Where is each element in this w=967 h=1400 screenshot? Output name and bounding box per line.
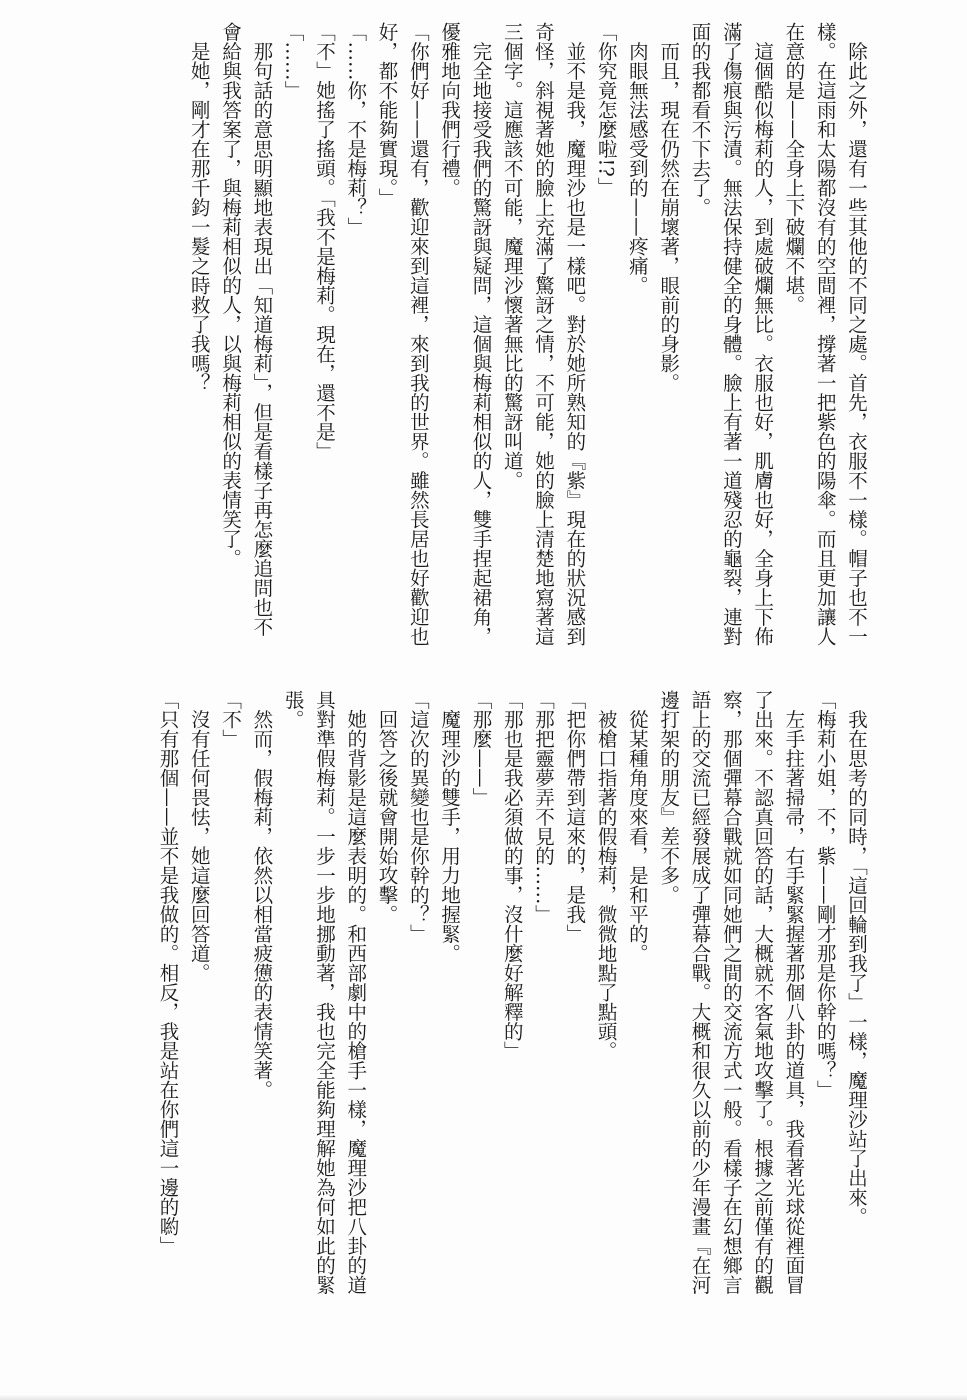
- text-column: 在意的是——全身上下破爛不堪。: [782, 22, 806, 315]
- text-column: 「那把靈夢弄不見的……」: [532, 690, 556, 924]
- text-column: 而且，現在仍然在崩壞著，眼前的身影。: [657, 22, 681, 393]
- text-column: 了出來。不認真回答的話，大概就不客氣地攻擊了。根據之前僅有的觀: [751, 690, 775, 1295]
- text-column: 「這次的異變也是你幹的？」: [406, 690, 430, 944]
- text-column: 肉眼無法感受到的——疼痛。: [625, 22, 649, 295]
- text-column: 三個字。這應該不可能，魔理沙懷著無比的驚訝叫道。: [500, 22, 524, 490]
- text-column: 「……你，不是梅莉？」: [344, 22, 368, 237]
- text-column: 滿了傷痕與污漬。無法保持健全的身體。臉上有著一道殘忍的龜裂，連對: [719, 22, 743, 646]
- page-bottom-edge: [0, 1394, 967, 1400]
- lower-text-block: [152, 690, 872, 1295]
- text-column: 邊打架的朋友』差不多。: [657, 690, 681, 905]
- text-column: 左手拄著掃帚，右手緊緊握著那個八卦的道具，我看著光球從裡面冒: [782, 690, 806, 1295]
- text-column: 那句話的意思明顯地表現出「知道梅莉」，但是看樣子再怎麼追問也不: [250, 22, 274, 637]
- text-column: 完全地接受我們的驚訝與疑問，這個與梅莉相似的人，雙手捏起裙角，: [469, 22, 493, 646]
- text-column: 「不」她搖了搖頭。「我不是梅莉。現在，還不是」: [312, 22, 336, 461]
- text-column: 優雅地向我們行禮。: [438, 22, 462, 198]
- text-column: 會給與我答案了，與梅莉相似的人，以與梅莉相似的表情笑了。: [219, 22, 243, 568]
- text-column: 這個酷似梅莉的人，到處破爛無比。衣服也好，肌膚也好，全身上下佈: [751, 22, 775, 646]
- text-column: 張。: [281, 690, 305, 729]
- text-column: 「你究竟怎麼啦!?」: [594, 22, 618, 197]
- text-column: 沒有任何畏怯，她這麼回答道。: [187, 690, 211, 983]
- text-column: 除此之外，還有一些其他的不同之處。首先，衣服不一樣。帽子也不一: [845, 22, 868, 646]
- text-column: 「梅莉小姐，不，紫——剛才那是你幹的嗎？」: [813, 690, 837, 1100]
- text-column: 魔理沙的雙手，用力地握緊。: [438, 690, 462, 963]
- text-column: 我在思考的同時，「這回輪到我了」一樣，魔理沙站了出來。: [845, 690, 868, 1227]
- text-column: 「把你們帶到這來的，是我」: [563, 690, 587, 944]
- text-column: 好，都不能夠實現。」: [375, 22, 399, 208]
- text-column: 「不」: [219, 690, 243, 749]
- text-column: 奇怪，斜視著她的臉上充滿了驚訝之情，不可能，她的臉上清楚地寫著這: [532, 22, 556, 646]
- text-column: 「你們好——還有，歡迎來到這裡，來到我的世界。雖然長居也好歡迎也: [406, 22, 430, 646]
- text-column: 察，那個彈幕合戰就如同她們之間的交流方式一般。看樣子在幻想鄉言: [719, 690, 743, 1295]
- text-column: 面的我都看不下去了。: [688, 22, 712, 217]
- text-column: 「只有那個——並不是我做的。相反，我是站在你們這一邊的喲」: [156, 690, 180, 1256]
- text-column: 被槍口指著的假梅莉，微微地點了點頭。: [594, 690, 618, 1061]
- text-column: 是她，剛才在那千鈞一髮之時救了我嗎？: [187, 22, 211, 393]
- text-column: 「那也是我必須做的事，沒什麼好解釋的」: [500, 690, 524, 1061]
- text-column: 回答之後就會開始攻擊。: [375, 690, 399, 924]
- text-column: 並不是我，魔理沙也是一樣吧。對於她所熟知的『紫』現在的狀況感到: [563, 22, 587, 646]
- text-column: 語上的交流已經發展成了彈幕合戰。大概和很久以前的少年漫畫『在河: [688, 690, 712, 1295]
- text-column: 從某種角度來看，是和平的。: [625, 690, 649, 963]
- text-column: 樣。在這雨和太陽都沒有的空間裡，撐著一把紫色的陽傘。而且更加讓人: [813, 22, 837, 646]
- text-column: 「那麼——」: [469, 690, 493, 807]
- text-column: 具對準假梅莉。一步一步地挪動著，我也完全能夠理解她為何如此的緊: [312, 690, 336, 1295]
- upper-text-block: [183, 22, 872, 662]
- text-column: 她的背影是這麼表明的。和西部劇中的槍手一樣，魔理沙把八卦的道: [344, 690, 368, 1295]
- text-column: 「……」: [281, 22, 305, 100]
- text-column: 然而，假梅莉，依然以相當疲憊的表情笑著。: [250, 690, 274, 1100]
